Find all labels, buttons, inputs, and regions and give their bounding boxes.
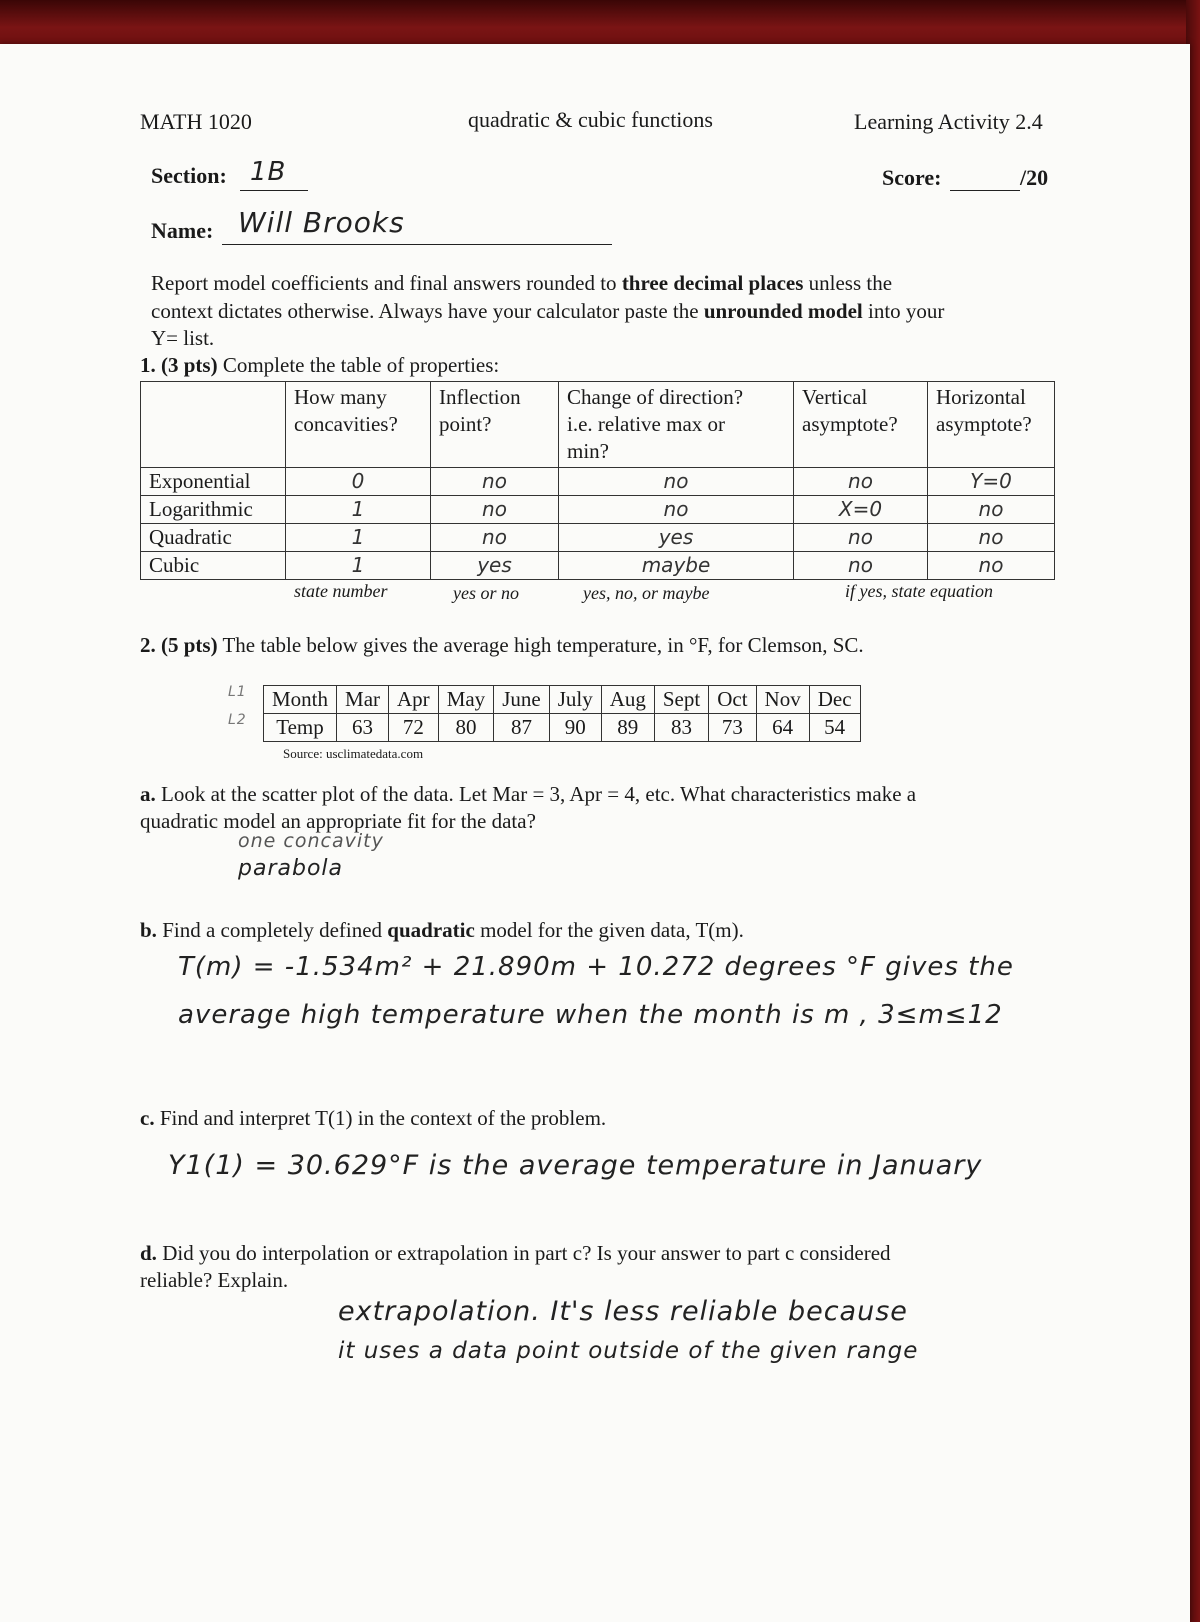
q1-prompt: 1. (3 pts) Complete the table of properties: [140, 353, 500, 377]
header-horizontal: Horizontal asymptote? [928, 382, 1055, 468]
temperature-table [263, 685, 861, 742]
answer-inflection: no [431, 468, 559, 496]
section-label: Section: [151, 163, 227, 188]
answer-concavities: 1 [286, 552, 431, 580]
score-label: Score: [882, 165, 942, 190]
row-label: Quadratic [141, 524, 286, 552]
instructions-line1: Report model coefficients and final answers rounded to three decimal places unless the [151, 271, 893, 295]
footnote-yes-no-maybe: yes, no, or maybe [583, 583, 710, 603]
q2c-prompt: c. Find and interpret T(1) in the context of the problem. [140, 1106, 607, 1130]
row-label: Cubic [141, 552, 286, 580]
month-cell: Apr [389, 686, 439, 714]
month-cell: June [494, 686, 550, 714]
temp-cell: 89 [601, 714, 654, 742]
q2a-answer2: parabola [238, 856, 343, 881]
q2b-answer1: T(m) = -1.534m² + 21.890m + 10.272 degrees °F gives the [178, 952, 1014, 982]
month-cell: July [549, 686, 601, 714]
course-code: MATH 1020 [140, 109, 252, 134]
q2d-line1: d. Did you do interpolation or extrapolation in part c? Is your answer to part c considered [140, 1241, 891, 1265]
answer-inflection: no [431, 496, 559, 524]
temp-cell: 64 [756, 714, 809, 742]
answer-horizontal: Y=0 [928, 468, 1055, 496]
month-cell: Aug [601, 686, 654, 714]
answer-horizontal: no [928, 496, 1055, 524]
answer-vertical: no [794, 552, 928, 580]
row-label: Exponential [141, 468, 286, 496]
temp-cell: 72 [389, 714, 439, 742]
properties-table [140, 381, 1055, 580]
temp-header: Temp [264, 714, 337, 742]
month-cell: May [438, 686, 494, 714]
data-source: Source: usclimatedata.com [283, 746, 424, 761]
header-blank [141, 382, 286, 468]
month-cell: Nov [756, 686, 809, 714]
answer-inflection: no [431, 524, 559, 552]
dark-background-top [0, 0, 1200, 50]
student-name: Will Brooks [238, 206, 405, 239]
row-logarithmic [141, 496, 1055, 524]
temp-row [264, 714, 861, 742]
section-value: 1B [250, 157, 287, 187]
score-total: /20 [1020, 165, 1049, 190]
q2b-answer2: average high temperature when the month is m , 3≤m≤12 [178, 1000, 1003, 1030]
temp-cell: 87 [494, 714, 550, 742]
temp-cell: 73 [709, 714, 756, 742]
answer-direction: no [559, 496, 794, 524]
month-header: Month [264, 686, 337, 714]
row-quadratic [141, 524, 1055, 552]
answer-horizontal: no [928, 552, 1055, 580]
answer-concavities: 1 [286, 496, 431, 524]
footnote-state-number: state number [294, 581, 388, 601]
answer-concavities: 0 [286, 468, 431, 496]
answer-inflection: yes [431, 552, 559, 580]
instructions-line2: context dictates otherwise. Always have your calculator paste the unrounded model into your [151, 299, 945, 323]
properties-header-row [141, 382, 1055, 468]
q2d-answer2: it uses a data point outside of the given range [338, 1338, 919, 1364]
temp-cell: 90 [549, 714, 601, 742]
month-cell: Oct [709, 686, 756, 714]
q2a-line1: a. Look at the scatter plot of the data. Let Mar = 3, Apr = 4, etc. What characteristics make a [140, 782, 917, 806]
q2c-answer: Y1(1) = 30.629°F is the average temperature in January [168, 1150, 983, 1181]
q2d-line2: reliable? Explain. [140, 1268, 289, 1292]
row-cubic [141, 552, 1055, 580]
header-inflection: Inflection point? [431, 382, 559, 468]
q2a-answer1: one concavity [238, 830, 384, 852]
month-cell: Mar [337, 686, 389, 714]
footnote-state-equation: if yes, state equation [845, 581, 993, 601]
answer-vertical: no [794, 524, 928, 552]
list-label-l2: L2 [228, 712, 247, 728]
temp-cell: 54 [809, 714, 860, 742]
q2b-prompt: b. Find a completely defined quadratic model for the given data, T(m). [140, 918, 744, 942]
answer-horizontal: no [928, 524, 1055, 552]
answer-direction: yes [559, 524, 794, 552]
temp-cell: 80 [438, 714, 494, 742]
q2-prompt: 2. (5 pts) The table below gives the average high temperature, in °F, for Clemson, SC. [140, 633, 864, 657]
footnote-yes-no: yes or no [453, 583, 519, 603]
topic-title: quadratic & cubic functions [468, 107, 713, 132]
answer-vertical: X=0 [794, 496, 928, 524]
section-underline [240, 190, 308, 191]
month-cell: Sept [654, 686, 708, 714]
worksheet-page [0, 44, 1190, 1622]
activity-title: Learning Activity 2.4 [854, 109, 1043, 134]
list-label-l1: L1 [228, 684, 247, 700]
name-underline [222, 244, 612, 245]
answer-direction: maybe [559, 552, 794, 580]
score-underline [950, 190, 1020, 191]
row-label: Logarithmic [141, 496, 286, 524]
answer-vertical: no [794, 468, 928, 496]
temp-cell: 83 [654, 714, 708, 742]
instructions-line3: Y= list. [151, 326, 215, 350]
month-row [264, 686, 861, 714]
header-direction: Change of direction? i.e. relative max or min? [559, 382, 794, 468]
q2d-answer1: extrapolation. It's less reliable because [338, 1296, 908, 1327]
temp-cell: 63 [337, 714, 389, 742]
month-cell: Dec [809, 686, 860, 714]
header-vertical: Vertical asymptote? [794, 382, 928, 468]
answer-concavities: 1 [286, 524, 431, 552]
name-label: Name: [151, 218, 214, 243]
answer-direction: no [559, 468, 794, 496]
header-concavities: How many concavities? [286, 382, 431, 468]
row-exponential [141, 468, 1055, 496]
q2a-line2: quadratic model an appropriate fit for the data? [140, 809, 536, 833]
